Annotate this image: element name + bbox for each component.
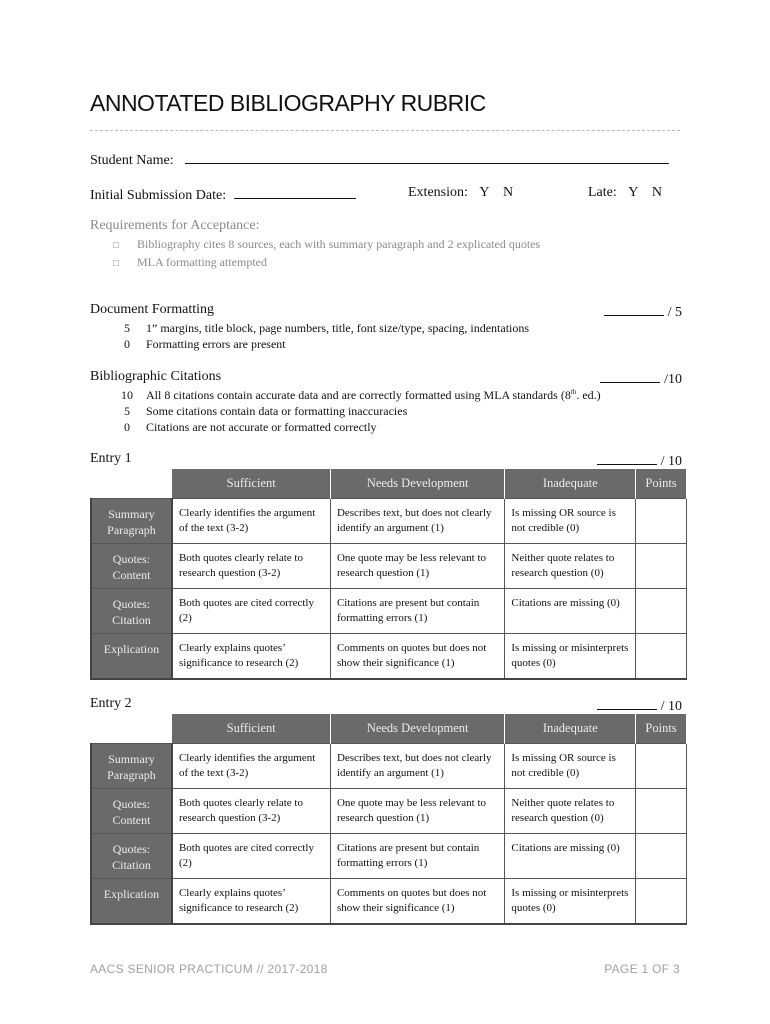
requirements-heading: Requirements for Acceptance: [90,218,260,233]
submission-row [90,185,680,204]
cell-inadequate[interactable]: Citations are missing (0) [505,589,636,634]
cell-inadequate[interactable]: Neither quote relates to research question (0) [505,789,636,834]
points-cell[interactable] [636,789,687,834]
points-cell[interactable] [636,499,687,544]
entry-2-rubric-table [90,713,687,925]
late-options[interactable]: Y N [628,185,662,200]
cell-sufficient[interactable]: Both quotes are cited correctly (2) [172,834,331,879]
row-label: Quotes: Content [91,789,172,834]
criterion-row: 10 All 8 citations contain accurate data and are correctly formatted using MLA standards (8th. ed.) [121,388,601,402]
entry-2-score: / 10 [597,696,682,715]
cell-needs-development[interactable]: One quote may be less relevant to research question (1) [330,544,504,589]
table-row [91,499,687,544]
table-row [91,834,687,879]
student-name-label: Student Name: [90,153,174,168]
footer-page-number: PAGE 1 OF 3 [604,962,680,976]
column-header-points: Points [636,469,687,499]
initial-submission-label: Initial Submission Date: [90,188,227,203]
column-header-needs-development: Needs Development [330,469,504,499]
cell-sufficient[interactable]: Both quotes are cited correctly (2) [172,589,331,634]
column-header-sufficient: Sufficient [172,469,331,499]
points-cell[interactable] [636,634,687,679]
points-cell[interactable] [636,834,687,879]
cell-sufficient[interactable]: Clearly identifies the argument of the text (3-2) [172,744,331,789]
entry-2-heading: Entry 2 / 10 [90,696,682,714]
column-header-inadequate: Inadequate [505,714,636,744]
score-blank[interactable] [597,451,657,465]
criterion-row: 0 Formatting errors are present [124,337,286,351]
title-divider [90,130,680,131]
row-label: Explication [91,634,172,679]
cell-needs-development[interactable]: Describes text, but does not clearly identify an argument (1) [330,499,504,544]
points-cell[interactable] [636,744,687,789]
column-header-inadequate: Inadequate [505,469,636,499]
column-header-sufficient: Sufficient [172,714,331,744]
score-blank[interactable] [604,302,664,316]
page-title: ANNOTATED BIBLIOGRAPHY RUBRIC [90,90,486,116]
points-cell[interactable] [636,879,687,924]
cell-inadequate[interactable]: Neither quote relates to research question (0) [505,544,636,589]
requirement-item: □ Bibliography cites 8 sources, each with summary paragraph and 2 explicated quotes [113,237,541,251]
student-name-field[interactable] [185,150,669,164]
cell-sufficient[interactable]: Clearly explains quotes’ significance to research (2) [172,879,331,924]
row-label: Summary Paragraph [91,499,172,544]
cell-inadequate[interactable]: Is missing OR source is not credible (0) [505,499,636,544]
table-row [91,544,687,589]
cell-inadequate[interactable]: Is missing OR source is not credible (0) [505,744,636,789]
table-header-row [91,469,687,499]
bibliographic-citations-score: /10 [600,369,682,388]
table-header-row [91,714,687,744]
cell-sufficient[interactable]: Both quotes clearly relate to research question (3-2) [172,544,331,589]
extension-group [408,185,513,201]
cell-needs-development[interactable]: Citations are present but contain formatting errors (1) [330,834,504,879]
document-formatting-score: / 5 [604,302,682,321]
row-label: Explication [91,879,172,924]
column-header-points: Points [636,714,687,744]
extension-label: Extension: [408,185,468,200]
extension-options[interactable]: Y N [479,185,514,200]
cell-inadequate[interactable]: Citations are missing (0) [505,834,636,879]
row-label: Quotes: Citation [91,589,172,634]
cell-sufficient[interactable]: Both quotes clearly relate to research question (3-2) [172,789,331,834]
criterion-row: 5 1” margins, title block, page numbers, title, font size/type, spacing, indentations [124,321,530,335]
table-row [91,634,687,679]
criterion-row: 5 Some citations contain data or formatting inaccuracies [124,404,408,418]
table-row [91,744,687,789]
student-name-row [90,150,669,169]
score-blank[interactable] [600,369,660,383]
footer-left: AACS SENIOR PRACTICUM // 2017-2018 [90,962,328,976]
points-cell[interactable] [636,589,687,634]
cell-inadequate[interactable]: Is missing or misinterprets quotes (0) [505,879,636,924]
row-label: Quotes: Content [91,544,172,589]
checkbox-icon[interactable]: □ [113,258,120,269]
document-formatting-heading: Document Formatting / 5 [90,302,682,320]
entry-1-score: / 10 [597,451,682,470]
cell-needs-development[interactable]: Citations are present but contain formatting errors (1) [330,589,504,634]
cell-sufficient[interactable]: Clearly identifies the argument of the text (3-2) [172,499,331,544]
entry-1-heading: Entry 1 / 10 [90,451,682,469]
late-label: Late: [588,185,617,200]
cell-needs-development[interactable]: Describes text, but does not clearly identify an argument (1) [330,744,504,789]
score-blank[interactable] [597,696,657,710]
checkbox-icon[interactable]: □ [113,240,120,251]
table-row [91,589,687,634]
requirement-item: □ MLA formatting attempted [113,255,267,269]
cell-inadequate[interactable]: Is missing or misinterprets quotes (0) [505,634,636,679]
table-row [91,789,687,834]
table-row [91,879,687,924]
cell-needs-development[interactable]: Comments on quotes but does not show their significance (1) [330,879,504,924]
row-label: Summary Paragraph [91,744,172,789]
points-cell[interactable] [636,544,687,589]
cell-sufficient[interactable]: Clearly explains quotes’ significance to research (2) [172,634,331,679]
bibliographic-citations-heading: Bibliographic Citations /10 [90,369,682,387]
criterion-row: 0 Citations are not accurate or formatted correctly [124,420,377,434]
cell-needs-development[interactable]: Comments on quotes but does not show their significance (1) [330,634,504,679]
initial-submission-field[interactable] [234,185,356,199]
column-header-needs-development: Needs Development [330,714,504,744]
entry-1-rubric-table [90,468,687,680]
cell-needs-development[interactable]: One quote may be less relevant to research question (1) [330,789,504,834]
late-group [588,185,662,201]
row-label: Quotes: Citation [91,834,172,879]
